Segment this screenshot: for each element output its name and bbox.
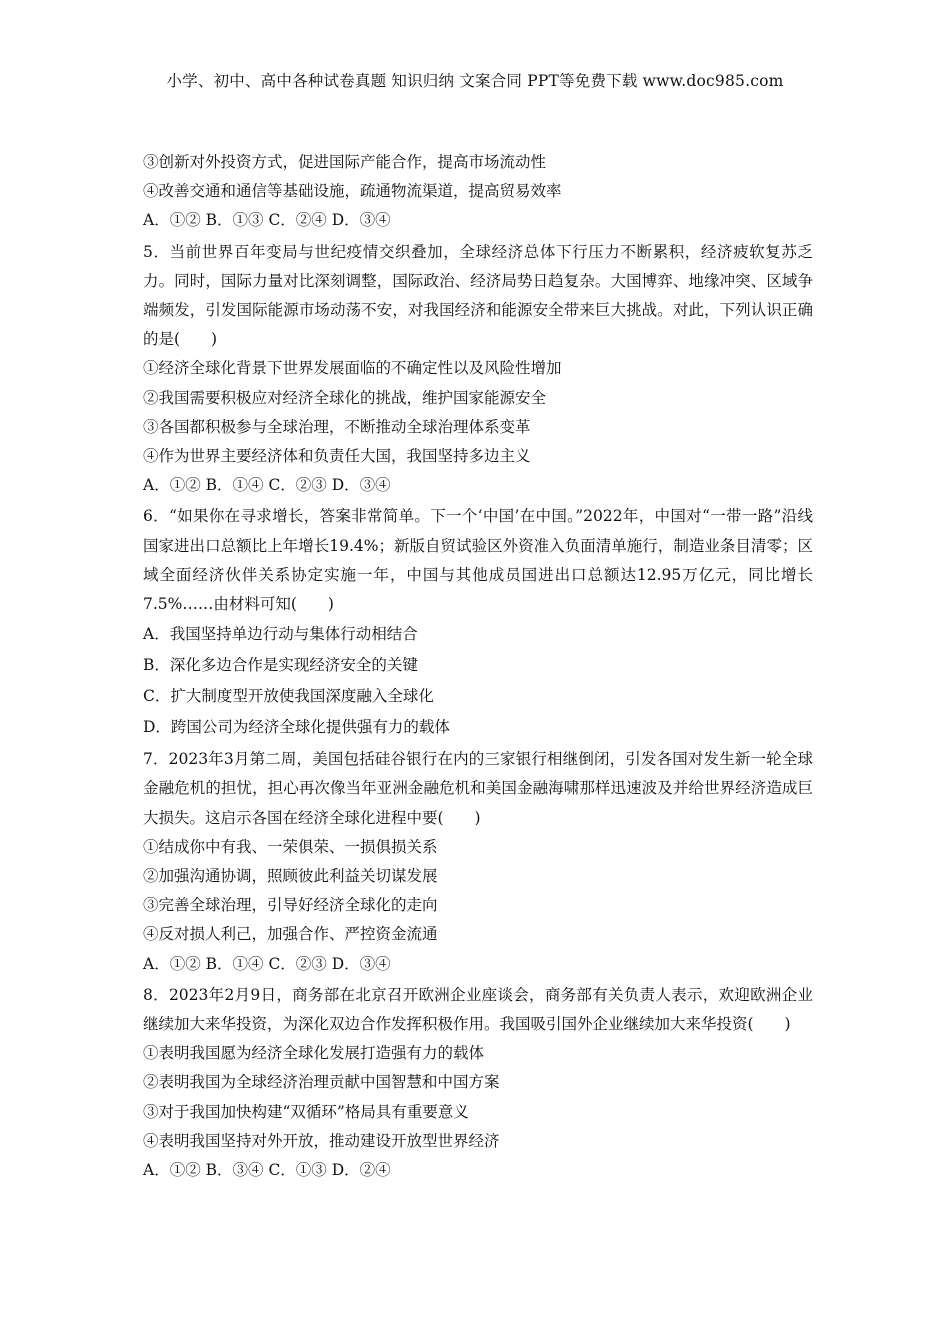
question-content — [143, 148, 813, 1185]
q5-item-2: ②我国需要积极应对经济全球化的挑战，维护国家能源安全 — [143, 388, 547, 407]
q7-choices: A．①② B．①④ C．②③ D．③④ — [143, 954, 391, 973]
q8-choices: A．①② B．③④ C．①③ D．②④ — [143, 1161, 391, 1180]
q7-item-3: ③完善全球治理，引导好经济全球化的走向 — [143, 896, 438, 915]
q5-item-1: ①经济全球化背景下世界发展面临的不确定性以及风险性增加 — [143, 359, 562, 378]
q4-choices: A．①② B．①③ C．②④ D．③④ — [143, 211, 391, 230]
q6-option-a: A．我国坚持单边行动与集体行动相结合 — [143, 625, 418, 644]
q7-stem: 7．2023年3月第二周，美国包括硅谷银行在内的三家银行相继倒闭，引发各国对发生新一轮全球金融危机的担忧，担心再次像当年亚洲金融危机和美国金融海啸那样迅速波及并给世界经济造成巨大损失。这启示各国在经济全球化进程中要( ) — [143, 750, 813, 827]
q6-stem: 6．“如果你在寻求增长，答案非常简单。下一个‘中国’在中国。”2022年，中国对“一带一路”沿线国家进出口总额比上年增长19.4%；新版自贸试验区外资准入负面清单施行，制造业条目清零；区域全面经济伙伴关系协定实施一年，中国与其他成员国进出口总额达12.95万亿元，同比增长7.5%……由材料可知( ) — [143, 507, 813, 614]
page-header: 小学、初中、高中各种试卷真题 知识归纳 文案合同 PPT等免费下载 www.doc985.com — [166, 72, 784, 90]
q4-item-3: ③创新对外投资方式，促进国际产能合作，提高市场流动性 — [143, 153, 547, 171]
q6-option-c: C．扩大制度型开放使我国深度融入全球化 — [143, 687, 434, 706]
q8-item-2: ②表明我国为全球经济治理贡献中国智慧和中国方案 — [143, 1073, 500, 1092]
q6-option-d: D．跨国公司为经济全球化提供强有力的载体 — [143, 718, 450, 737]
q5-choices: A．①② B．①④ C．②③ D．③④ — [143, 476, 391, 495]
q8-stem: 8．2023年2月9日，商务部在北京召开欧洲企业座谈会，商务部有关负责人表示，欢迎欧洲企业继续加大来华投资，为深化双边合作发挥积极作用。我国吸引国外企业继续加大来华投资( ) — [143, 985, 813, 1034]
question-7 — [143, 745, 813, 979]
q8-item-4: ④表明我国坚持对外开放，推动建设开放型世界经济 — [143, 1131, 500, 1150]
q4-item-4: ④改善交通和通信等基础设施，疏通物流渠道，提高贸易效率 — [143, 182, 562, 201]
q6-option-b: B．深化多边合作是实现经济安全的关键 — [143, 656, 418, 675]
question-6 — [143, 502, 813, 743]
q5-stem: 5．当前世界百年变局与世纪疫情交织叠加，全球经济总体下行压力不断累积，经济疲软复苏乏力。同时，国际力量对比深刻调整，国际政治、经济局势日趋复杂。大国博弈、地缘冲突、区域争端频发，引发国际能源市场动荡不安，对我国经济和能源安全带来巨大挑战。对此，下列认识正确的是( ) — [143, 242, 813, 349]
q5-item-3: ③各国都积极参与全球治理，不断推动全球治理体系变革 — [143, 417, 531, 436]
q7-item-4: ④反对损人利己，加强合作、严控资金流通 — [143, 925, 438, 944]
q8-item-1: ①表明我国愿为经济全球化发展打造强有力的载体 — [143, 1044, 485, 1063]
question-4-tail — [143, 148, 813, 236]
q8-item-3: ③对于我国加快构建“双循环”格局具有重要意义 — [143, 1102, 469, 1121]
question-5 — [143, 238, 813, 501]
question-8 — [143, 981, 813, 1185]
q7-item-2: ②加强沟通协调，照顾彼此利益关切谋发展 — [143, 867, 438, 886]
q7-item-1: ①结成你中有我、一荣俱荣、一损俱损关系 — [143, 837, 438, 856]
q5-item-4: ④作为世界主要经济体和负责任大国，我国坚持多边主义 — [143, 447, 531, 466]
